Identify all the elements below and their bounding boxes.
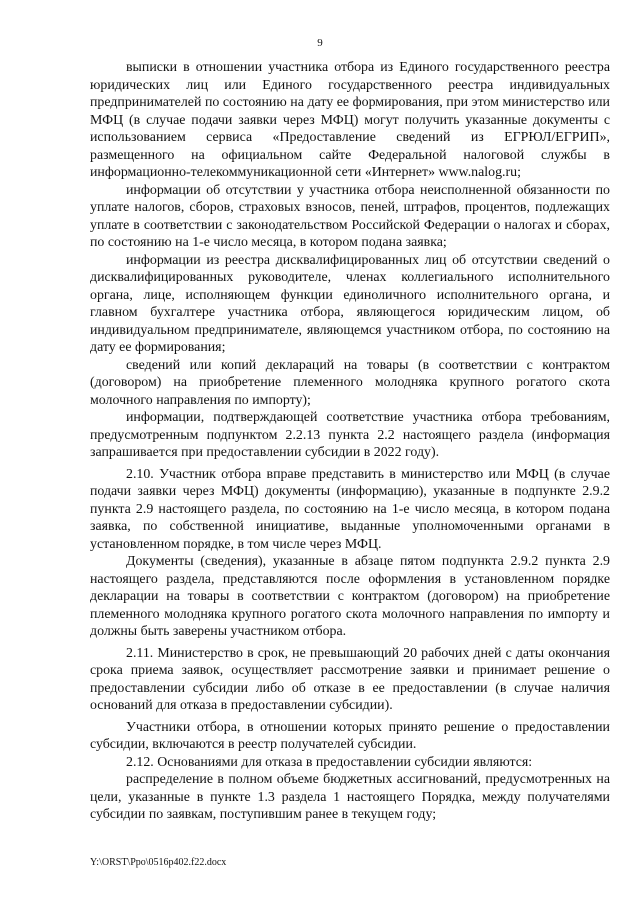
page-number: 9 [317, 37, 323, 49]
paragraph-customs-declarations: сведений или копий деклараций на товары (в соответствии с контрактом (договором) на приобретение племенного молодняка крупного рогатого скота молочного направления по импорту); [90, 357, 610, 408]
paragraph-egrul-extract: выписки в отношении участника отбора из Единого государственного реестра юридических лиц или Единого государственного реестра индивидуальных предпринимателей по состоянию на дату ее формирования, при этом министерство или МФЦ (в случае подачи заявки через МФЦ) могут получить указанные документы с использованием сервиса «Предоставление сведений из ЕГРЮЛ/ЕГРИП», размещенного на официальном сайте Федеральной налоговой службы в информационно-телекоммуникационной сети «Интернет» www.nalog.ru; [90, 60, 610, 180]
paragraph-tax-obligations: информации об отсутствии у участника отбора неисполненной обязанности по уплате налогов, сборов, страховых взносов, пеней, штрафов, процентов, подлежащих уплате в соответствии с законодательством Российской Федерации о налогах и сборах, по состоянию на 1-е число месяца, в котором подана заявка; [90, 182, 610, 250]
paragraph-registry-inclusion: Участники отбора, в отношении которых принято решение о предоставлении субсидии, включаются в реестр получателей субсидии. [90, 719, 610, 752]
footer-file-path: Y:\ORST\Ppo\0516p402.f22.docx [90, 857, 227, 868]
document-body [90, 59, 610, 824]
paragraph-disqualified-registry: информации из реестра дисквалифицированных лиц об отсутствии сведений о дисквалифицированных руководителе, членах коллегиального исполнительного органа, лице, исполняющем функции единоличного исполнительного органа, и главном бухгалтере участника отбора, являющегося юридическим лицом, об индивидуальном предпринимателе, являющемся участником отбора, по состоянию на дату ее формирования; [90, 252, 610, 355]
paragraph-2-10: 2.10. Участник отбора вправе представить в министерство или МФЦ (в случае подачи заявки через МФЦ) документы (информацию), указанные в подпункте 2.9.2 пункта 2.9 настоящего раздела, по состоянию на 1-е число месяца, в котором подана заявка, по собственной инициативе, выданные уполномоченными органами в установленном порядке, в том числе через МФЦ. [90, 466, 610, 552]
paragraph-2-11: 2.11. Министерство в срок, не превышающий 20 рабочих дней с даты окончания срока приема заявок, осуществляет рассмотрение заявки и принимает решение о предоставлении субсидии либо об отказе в ее предоставлении (в случае наличия оснований для отказа в предоставлении субсидии). [90, 645, 610, 713]
paragraph-documents-info: Документы (сведения), указанные в абзаце пятом подпункта 2.9.2 пункта 2.9 настоящего раздела, представляются после оформления в установленном порядке декларации на товары в соответствии с контрактом (договором) на приобретение племенного молодняка крупного рогатого скота молочного направления по импорту и должны быть заверены участником отбора. [90, 554, 610, 639]
paragraph-requirements-info: информации, подтверждающей соответствие участника отбора требованиям, предусмотренным подпунктом 2.2.13 пункта 2.2 настоящего раздела (информация запрашивается при предоставлении субсидии в 2022 году). [90, 410, 610, 460]
paragraph-2-12: 2.12. Основаниями для отказа в предоставлении субсидии являются: [126, 754, 533, 770]
paragraph-budget-allocation: распределение в полном объеме бюджетных ассигнований, предусмотренных на цели, указанные в пункте 1.3 раздела 1 настоящего Порядка, между получателями субсидии по заявкам, поступившим ранее в текущем году; [90, 772, 610, 822]
